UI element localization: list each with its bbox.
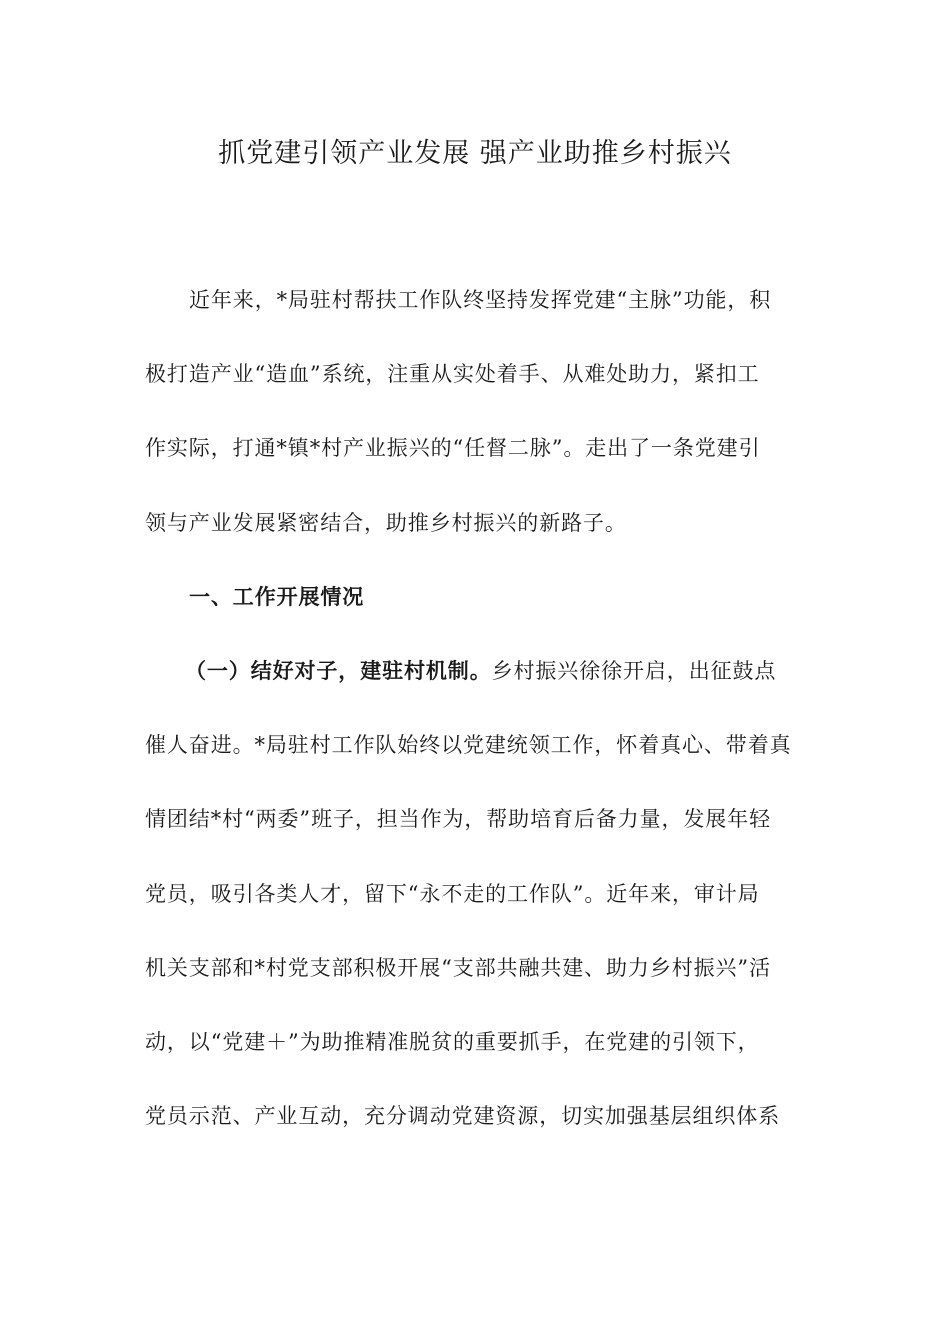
subsection-first-line-text: 乡村振兴徐徐开启，出征鼓点: [491, 658, 777, 683]
paragraph-line: 作实际，打通*镇*村产业振兴的“任督二脉”。走出了一条党建引: [145, 436, 761, 461]
subsection-heading: （一）结好对子，建驻村机制。: [185, 658, 492, 683]
paragraph-line: 动，以“党建＋”为助推精准脱贫的重要抓手，在党建的引领下，: [145, 1029, 760, 1054]
paragraph-line: 领与产业发展紧密结合，助推乡村振兴的新路子。: [145, 510, 627, 535]
paragraph-line: 情团结*村“两委”班子，担当作为，帮助培育后备力量，发展年轻: [145, 807, 771, 832]
paragraph-line: 机关支部和*村党支部积极开展“支部共融共建、助力乡村振兴”活: [145, 955, 771, 980]
section-heading: 一、工作开展情况: [189, 584, 365, 609]
paragraph-line: 催人奋进。*局驻村工作队始终以党建统领工作，怀着真心、带着真: [145, 733, 792, 758]
paragraph-line: 党员示范、产业互动，充分调动党建资源，切实加强基层组织体系: [145, 1104, 781, 1129]
subsection-first-line: [145, 651, 805, 725]
paragraph-line: 党员，吸引各类人才，留下“永不走的工作队”。近年来，审计局: [145, 881, 760, 906]
paragraph-line: 近年来，*局驻村帮扶工作队终坚持发挥党建“主脉”功能，积: [189, 288, 772, 312]
document-title: 抓党建引领产业发展 强产业助推乡村振兴: [218, 138, 732, 169]
paragraph-line: 极打造产业“造血”系统，注重从实处着手、从难处助力，紧扣工: [145, 362, 760, 387]
document-body: [145, 280, 805, 1170]
